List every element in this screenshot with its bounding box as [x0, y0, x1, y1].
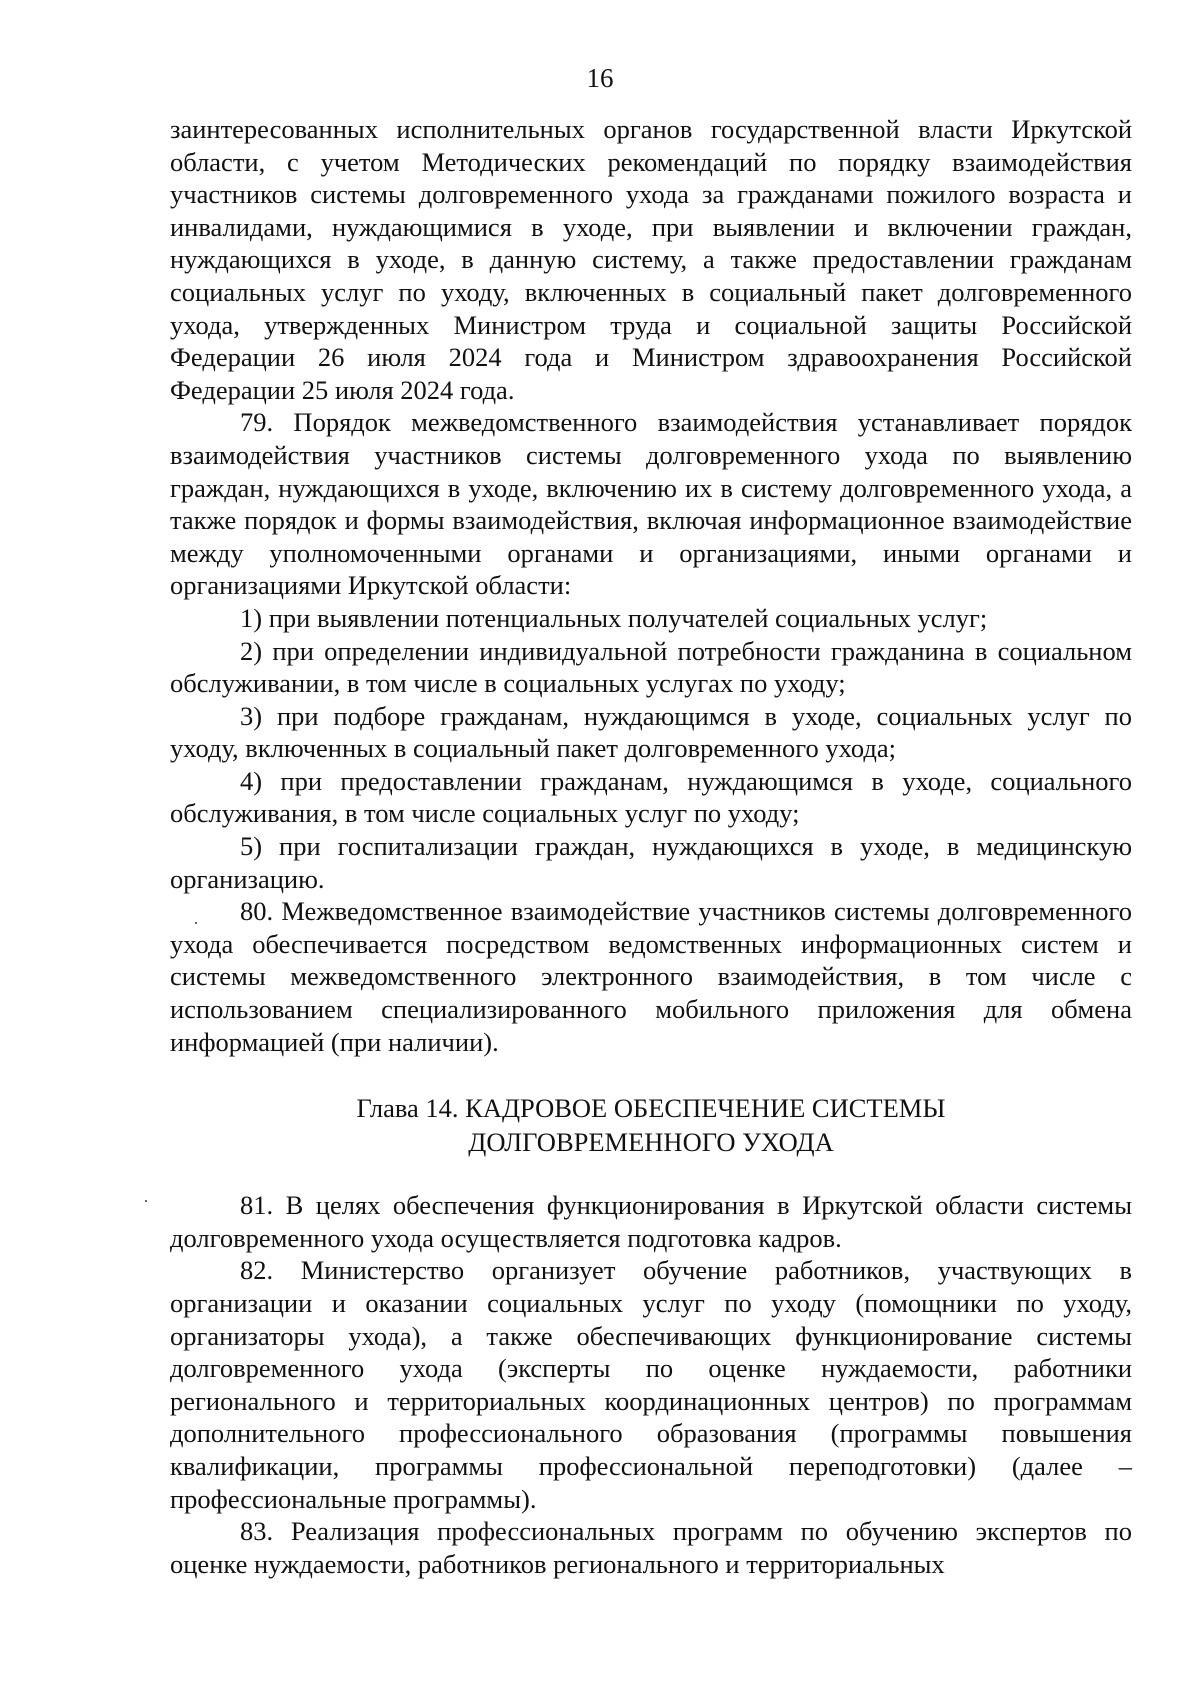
list-item-4: 4) при предоставлении гражданам, нуждающимся в уходе, социального обслуживания, в том числе социальных услуг по уходу; — [170, 765, 1132, 829]
paragraph-80: 80. Межведомственное взаимодействие участников системы долговременного ухода обеспечивается посредством ведомственных информационных систем и системы межведомственного электронного взаимодействия, в том числе с использованием специализированного мобильного приложения для обмена информацией (при наличии). — [170, 896, 1132, 1057]
paragraph-81: 81. В целях обеспечения функционирования в Иркутской области системы долговременного ухода осуществляется подготовка кадров. — [170, 1190, 1132, 1253]
document-body — [170, 113, 1132, 1580]
list-item-3: 3) при подборе гражданам, нуждающимся в уходе, социальных услуг по уходу, включенных в социальный пакет долговременного ухода; — [170, 700, 1132, 764]
list-item-5: 5) при госпитализации граждан, нуждающихся в уходе, в медицинскую организацию. — [170, 831, 1132, 894]
page-number: 16 — [586, 63, 614, 93]
paragraph-83: 83. Реализация профессиональных программ по обучению экспертов по оценке нуждаемости, работников регионального и территориальных — [170, 1516, 1132, 1579]
chapter-heading-line-1: Глава 14. КАДРОВОЕ ОБЕСПЕЧЕНИЕ СИСТЕМЫ — [356, 1093, 946, 1124]
scan-speck-2 — [145, 1200, 147, 1202]
chapter-heading — [170, 1091, 1132, 1159]
scan-speck-1 — [195, 922, 197, 924]
chapter-heading-line-2: ДОЛГОВРЕМЕННОГО УХОДА — [468, 1127, 834, 1158]
paragraph-79: 79. Порядок межведомственного взаимодействия устанавливает порядок взаимодействия участников системы долговременного ухода по выявлению граждан, нуждающихся в уходе, включению их в систему долговременного ухода, а также порядок и формы взаимодействия, включая информационное взаимодействие между уполномоченными органами и организациями, иными органами и организациями Иркутской области: — [170, 407, 1132, 601]
list-item-1: 1) при выявлении потенциальных получателей социальных услуг; — [240, 602, 988, 633]
paragraph-82: 82. Министерство организует обучение работников, участвующих в организации и оказании социальных услуг по уходу (помощники по уходу, организаторы ухода), а также обеспечивающих функционирование системы долговременного ухода (эксперты по оценке нуждаемости, работники регионального и территориальных координационных центров) по программам дополнительного профессионального образования (программы повышения квалификации, программы профессиональной переподготовки) (далее – профессиональные программы). — [170, 1255, 1132, 1514]
list-item-2: 2) при определении индивидуальной потребности гражданина в социальном обслуживании, в том числе в социальных услугах по уходу; — [170, 635, 1132, 699]
paragraph-continuation: заинтересованных исполнительных органов государственной власти Иркутской области, с учетом Методических рекомендаций по порядку взаимодействия участников системы долговременного ухода за гражданами пожилого возраста и инвалидами, нуждающимися в уходе, при выявлении и включении граждан, нуждающихся в уходе, в данную систему, а также предоставлении гражданам социальных услуг по уходу, включенных в социальный пакет долговременного ухода, утвержденных Министром труда и социальной защиты Российской Федерации 26 июля 2024 года и Министром здравоохранения Российской Федерации 25 июля 2024 года. — [170, 114, 1132, 405]
